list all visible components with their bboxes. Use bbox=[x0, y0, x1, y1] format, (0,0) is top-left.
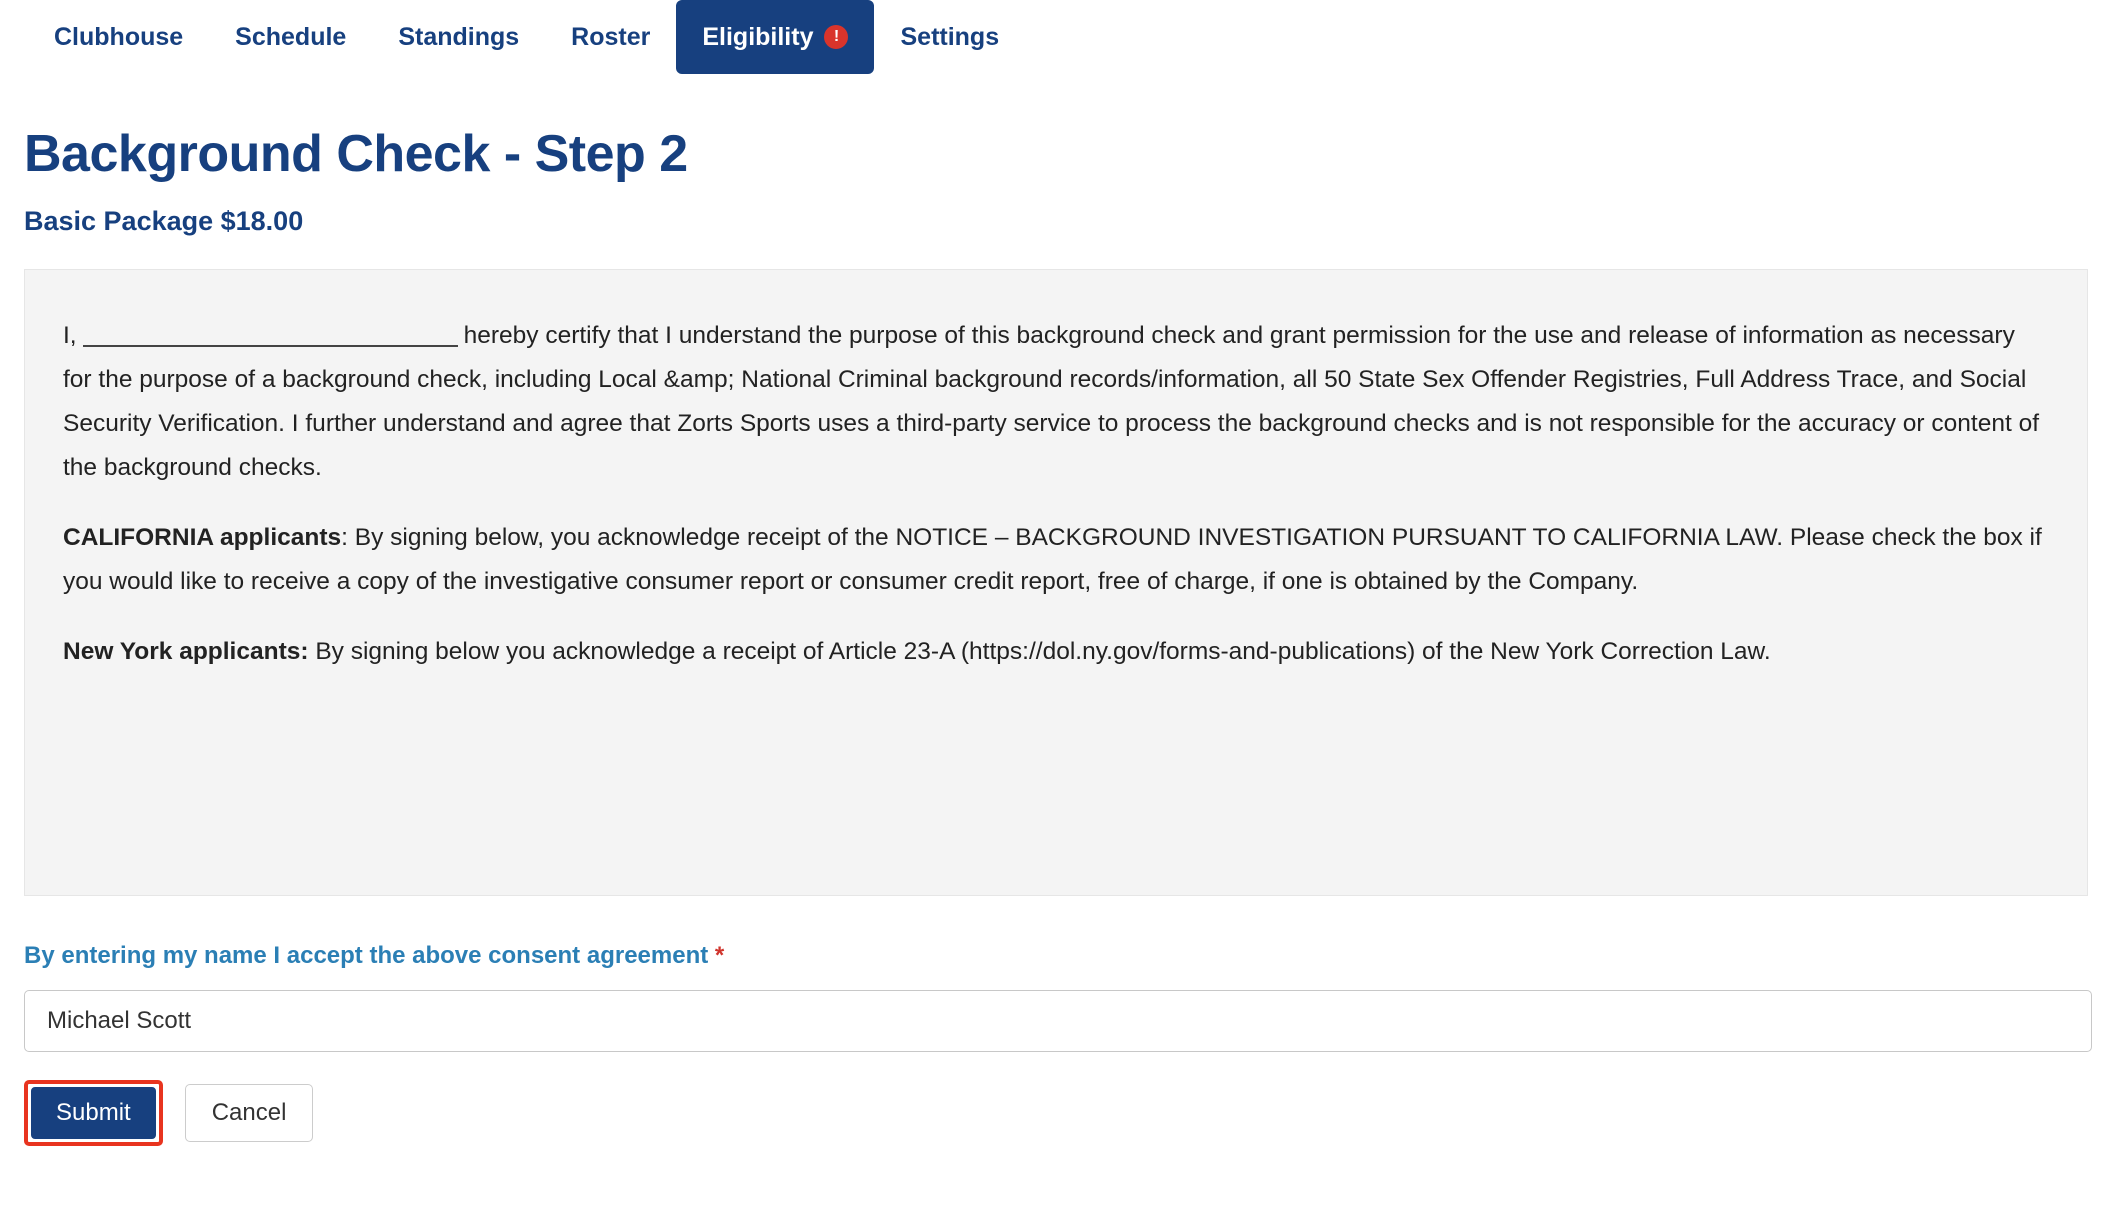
main-navigation bbox=[0, 0, 2112, 78]
newyork-applicants-text: By signing below you acknowledge a receipt of Article 23-A (https://dol.ny.gov/forms-and-publications) of the New York Correction Law. bbox=[308, 638, 1771, 665]
nav-item-label: Eligibility bbox=[702, 23, 814, 51]
nav-item-standings[interactable]: Standings bbox=[398, 23, 520, 51]
submit-highlight-box bbox=[24, 1080, 163, 1146]
form-actions bbox=[24, 1080, 2112, 1146]
consent-body-text: hereby certify that I understand the purpose of this background check and grant permission for the use and release of information as necessary for the purpose of a background check, including Local &amp; National Criminal background records/information, all 50 State Sex Offender Registries, Full Address Trace, and Social Security Verification. I further understand and agree that Zorts Sports uses a third-party service to process the background checks and is not responsible for the accuracy or content of the background checks. bbox=[63, 322, 2040, 481]
consent-paragraph-california bbox=[63, 516, 2049, 604]
package-price-label: Basic Package $18.00 bbox=[24, 206, 304, 236]
alert-icon: ! bbox=[824, 25, 848, 49]
california-applicants-text: : By signing below, you acknowledge receipt of the NOTICE – BACKGROUND INVESTIGATION PURSUANT TO CALIFORNIA LAW. Please check the box if you would like to receive a copy of the investigative consumer report or consumer credit report, free of charge, if one is obtained by the Company. bbox=[63, 524, 2042, 595]
consent-paragraph-newyork bbox=[63, 630, 2049, 674]
signature-field-label bbox=[24, 942, 2112, 970]
newyork-applicants-label: New York applicants: bbox=[63, 638, 309, 665]
consent-intro-text: I, bbox=[63, 322, 77, 349]
signature-label-text: By entering my name I accept the above consent agreement bbox=[24, 942, 709, 969]
nav-item-settings[interactable]: Settings bbox=[900, 23, 1000, 51]
signature-input[interactable] bbox=[24, 990, 2092, 1052]
nav-item-eligibility[interactable] bbox=[676, 0, 874, 74]
submit-button[interactable]: Submit bbox=[31, 1087, 156, 1139]
nav-item-clubhouse[interactable]: Clubhouse bbox=[54, 23, 184, 51]
cancel-button[interactable]: Cancel bbox=[185, 1084, 314, 1142]
nav-item-schedule[interactable]: Schedule bbox=[235, 23, 347, 51]
page-title: Background Check - Step 2 bbox=[24, 125, 688, 183]
consent-agreement-box bbox=[24, 269, 2088, 896]
signature-blank-line bbox=[83, 345, 458, 347]
california-applicants-label: CALIFORNIA applicants bbox=[63, 524, 342, 551]
required-indicator: * bbox=[714, 942, 725, 969]
nav-item-roster[interactable]: Roster bbox=[571, 23, 651, 51]
consent-paragraph-certify bbox=[63, 314, 2049, 490]
